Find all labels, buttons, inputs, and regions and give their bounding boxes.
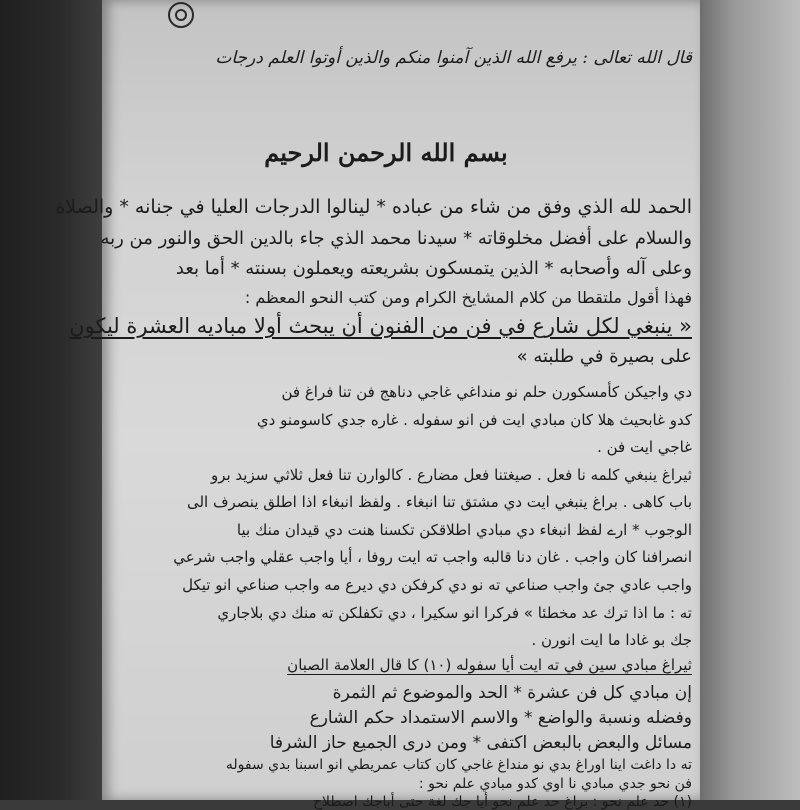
verse-line: مسائل والبعض بالبعض اكتفى * ومن درى الجميع حاز الشرفا [269, 733, 692, 753]
document-page [55, 0, 700, 810]
header-verse: قال الله تعالى : يرفع الله الذين آمنوا منكم والذين أوتوا العلم درجات [215, 48, 692, 68]
text-line: كدو غابحيث هلا كان مبادي ايت فن انو سفوله . غاره جدي كاسومنو دي [256, 411, 692, 429]
text-line: غاجي ايت فن . [597, 438, 692, 456]
opposite-page-edge [700, 0, 800, 800]
text-line: « ينبغي لكل شارع في فن من الفنون أن يبحث أولا مباديه العشرة ليكون [69, 314, 692, 338]
text-line: ته دا داغت اينا اوراغ بدي نو منداغ غاجي كان كتاب عمريطي انو اسبنا بدي سفوله [225, 757, 692, 773]
text-line: دي واجيكن كأمسكورن حلم نو منداغي غاجي دناهج فن تنا فراغ فن [281, 383, 692, 401]
text-line: فهذا أقول ملتقطا من كلام المشايخ الكرام ومن كتب النحو المعظم : [244, 288, 692, 307]
verse-line: وفضله ونسبة والواضع * والاسم الاستمداد حكم الشارع [309, 708, 692, 728]
text-line: الحمد لله الذي وفق من شاء من عباده * لينالوا الدرجات العليا في جنانه * والصلاة [55, 196, 692, 218]
text-line: ته : ما اذا ترك عد مخطئا » فركرا انو سكيرا ، دي تكفلكن ته منك دي بلاجاري [217, 604, 692, 622]
text-line: الوجوب * ارے لفظ انبغاء دي مبادي اطلاقكن تكسنا هنت دي قيدان منك بيا [236, 521, 692, 539]
text-line: باب كاهى . براغ ينبغي ايت دي مشتق تنا انبغاء . ولفظ انبغاء اذا اطلق ينصرف الى [186, 493, 692, 511]
text-line: فن نحو جدي مبادي نا اوي كدو مبادي علم نحو : [418, 776, 692, 792]
basmala: بسم الله الرحمن الرحيم [264, 138, 508, 167]
verse-line: إن مبادي كل فن عشرة * الحد والموضوع ثم الثمرة [332, 683, 692, 703]
left-binding-shadow [0, 0, 102, 800]
text-line: ثيراغ ينبغي كلمه نا فعل . صيغتنا فعل مضارع . كالوارن تنا فعل ثلاثي سزيد برو [210, 466, 692, 484]
text-line: على بصيرة في طلبته » [516, 346, 692, 367]
spiral-mark-icon [168, 2, 194, 28]
text-line: واجب عادي جئ واجب صناعي ته نو دي كرفكن دي ديرع مه واجب صناعي انو تيكل [182, 576, 692, 594]
text-line: (١) حد علم نحو : براغ حد علم نحو أيا جك لغة حتى أباجك اصطلاح [312, 794, 692, 810]
text-line: ثيراغ مبادي سين في ته ايت أيا سفوله (١٠) كا قال العلامة الصبان [287, 656, 692, 674]
text-line: انصرافنا كان واجب . غان دنا قالبه واجب ته ايت روفا ، أيا واجب عقلي واجب شرعي [173, 548, 692, 566]
text-line: والسلام على أفضل مخلوقاته * سيدنا محمد الذي جاء بالدين الحق والنور من ربه [100, 228, 692, 249]
text-line: جك بو غادا ما ايت انورن . [531, 631, 692, 649]
text-line: وعلى آله وأصحابه * الذين يتمسكون بشريعته ويعملون بسنته * أما بعد [175, 258, 692, 279]
